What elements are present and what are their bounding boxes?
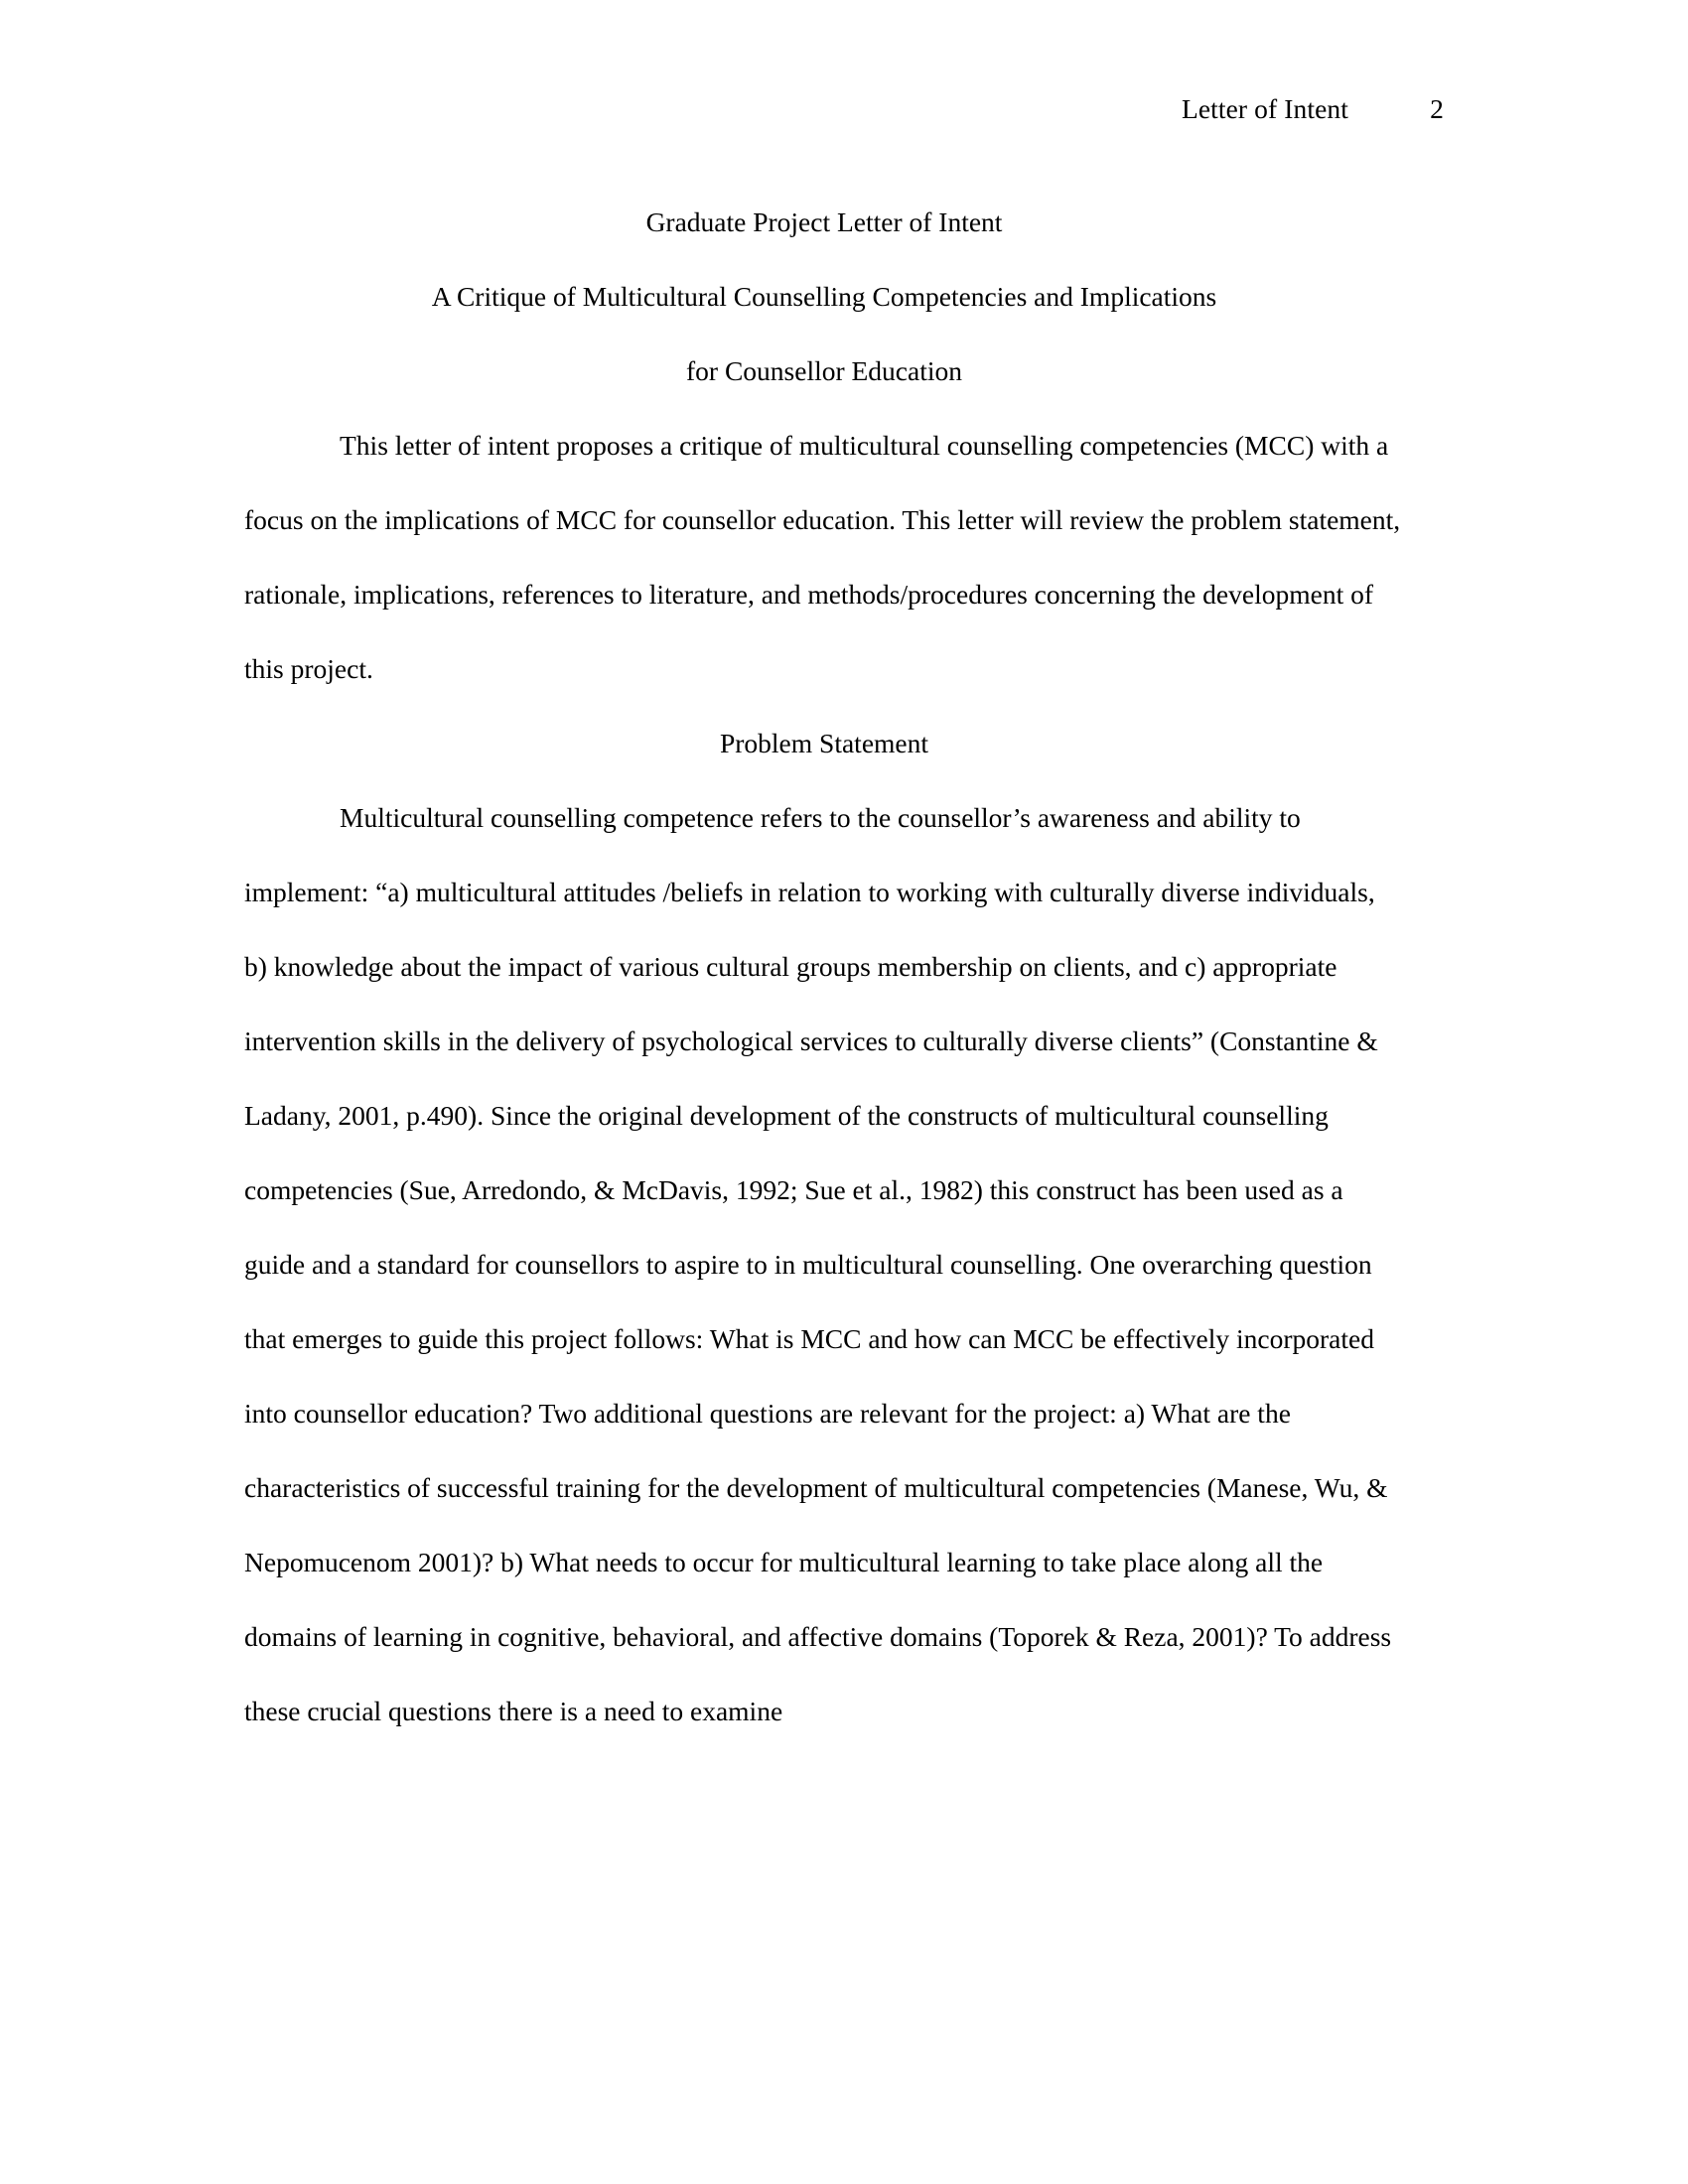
running-head	[244, 92, 1444, 132]
document-body	[244, 185, 1404, 1748]
page-number: 2	[1430, 93, 1444, 124]
document-title-line-3: for Counsellor Education	[686, 355, 962, 386]
document-title-line-2: A Critique of Multicultural Counselling Competencies and Implications	[431, 281, 1217, 312]
title-block	[244, 185, 1404, 408]
intro-paragraph: This letter of intent proposes a critique of multicultural counselling competencies (MCC) with a focus on the implications of MCC for counsellor education. This letter will review the problem statement, rationale, implications, references to literature, and methods/procedures concerning the development of this project.	[244, 430, 1401, 684]
document-title-line-1: Graduate Project Letter of Intent	[645, 206, 1003, 237]
running-head-title: Letter of Intent	[1181, 93, 1348, 124]
section-heading-problem-statement: Problem Statement	[719, 728, 929, 758]
problem-statement-paragraph: Multicultural counselling competence refers to the counsellor’s awareness and ability to implement: “a) multicultural attitudes /beliefs in relation to working with culturally diverse individuals, b) knowledge about the impact of various cultural groups membership on clients, and c) appropriate intervention skills in the delivery of psychological services to culturally diverse clients” (Constantine & Ladany, 2001, p.490). Since the original development of the constructs of multicultural counselling competencies (Sue, Arredondo, & McDavis, 1992; Sue et al., 1982) this construct has been used as a guide and a standard for counsellors to aspire to in multicultural counselling. One overarching question that emerges to guide this project follows: What is MCC and how can MCC be effectively incorporated into counsellor education? Two additional questions are relevant for the project: a) What are the characteristics of successful training for the development of multicultural competencies (Manese, Wu, & Nepomucenom 2001)? b) What needs to occur for multicultural learning to take place along all the domains of learning in cognitive, behavioral, and affective domains (Toporek & Reza, 2001)? To address these crucial questions there is a need to examine	[244, 802, 1392, 1726]
